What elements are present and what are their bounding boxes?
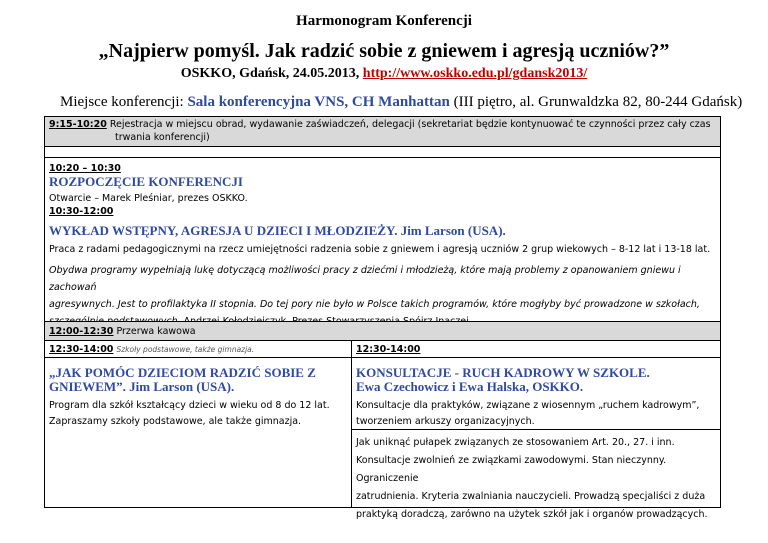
- right-session-p3: zatrudnienia. Kryteria zwalniania nauczycieli. Prowadzą specjaliści z duża: [356, 491, 706, 502]
- venue-line: [60, 94, 760, 111]
- registration-time: 9:15-10:20: [49, 119, 107, 130]
- right-session-desc-1: Konsultacje dla praktyków, związane z wiosennym „ruchem kadrowym”,: [356, 400, 700, 411]
- opening-desc: Otwarcie – Marek Pleśniar, prezes OSKKO.: [49, 193, 248, 204]
- left-session-time: 12:30-14:00: [49, 344, 114, 355]
- right-session-p4: praktyką doradczą, zarówno na użytek szkół jak i organów prowadzących.: [356, 509, 708, 520]
- opening-title: ROZPOCZĘCIE KONFERENCJI: [49, 174, 243, 189]
- right-session-title-1: KONSULTACJE - RUCH KADROWY W SZKOLE.: [356, 365, 650, 380]
- conference-title: „Najpierw pomyśl. Jak radzić sobie z gniewem i agresją uczniów?”: [98, 40, 670, 62]
- right-session-p1: Jak uniknąć pułapek związanych ze stosowaniem Art. 20., 27. i inn.: [356, 437, 675, 448]
- lecture-desc: Praca z radami pedagogicznymi na rzecz umiejętności radzenia sobie z gniewem i agresją uczniów 2 grup wiekowych – 8-12 lat i 13-18 lat.: [49, 244, 711, 255]
- right-session-body: [351, 357, 721, 429]
- registration-line-2: trwania konferencji): [115, 132, 210, 143]
- conference-subtitle: [0, 66, 768, 82]
- opening-time: 10:20 – 10:30: [49, 163, 121, 174]
- left-session-filler: [44, 429, 352, 508]
- right-session-header: [351, 340, 721, 358]
- lecture-time: 10:30-12:00: [49, 206, 114, 217]
- left-session-body: [44, 357, 352, 429]
- left-session-note: Szkoły podstawowe, także gimnazja.: [116, 345, 255, 354]
- break-time: 12:00-12:30: [49, 326, 114, 337]
- break-text: Przerwa kawowa: [113, 326, 196, 337]
- venue-name: Sala konferencyjna VNS, CH Manhattan: [187, 94, 450, 110]
- right-session-desc-2: tworzeniem arkuszy organizacyjnych.: [356, 416, 535, 427]
- lecture-italic-2: agresywnych. Jest to profilaktyka II stopnia. Do tej pory nie było w Polsce takich programów, które mogłyby być prowadzone w szkołach,: [49, 299, 700, 310]
- right-session-time: 12:30-14:00: [356, 344, 421, 355]
- left-session-header: [44, 340, 352, 358]
- conference-org-date: OSKKO, Gdańsk, 24.05.2013,: [180, 66, 363, 81]
- venue-address: (III piętro, al. Grunwaldzka 82, 80-244 Gdańsk): [449, 94, 743, 110]
- break-line: [49, 325, 716, 338]
- left-session-desc-1: Program dla szkół kształcący dzieci w wieku od 8 do 12 lat.: [49, 400, 330, 411]
- left-session-title-2: GNIEWEM”. Jim Larson (USA).: [49, 379, 235, 394]
- left-session-desc-2: Zapraszamy szkoły podstawowe, ale także gimnazja.: [49, 416, 302, 427]
- lecture-italic-1: Obydwa programy wypełniają lukę dotyczącą możliwości pracy z dziećmi i młodzieżą, które mają problemy z opanowaniem gniewu i zachowań: [49, 265, 681, 293]
- right-session-extra: [351, 429, 721, 520]
- right-session-p2: Konsultacje zwolnień ze związkami zawodowymi. Stan nieczynny. Ograniczenie: [356, 455, 667, 484]
- registration-text: Rejestracja w miejscu obrad, wydawanie zaświadczeń, delegacji (sekretariat będzie kontynuować te czynności przez cały czas: [106, 119, 711, 130]
- registration-line-1: [49, 118, 716, 131]
- right-session-title-2: Ewa Czechowicz i Ewa Halska, OSKKO.: [356, 379, 584, 394]
- left-session-title-1: „JAK POMÓC DZIECIOM RADZIĆ SOBIE Z: [49, 365, 316, 380]
- conference-link[interactable]: http://www.oskko.edu.pl/gdansk2013/: [362, 66, 588, 81]
- break-row: [44, 321, 721, 341]
- lecture-title: WYKŁAD WSTĘPNY, AGRESJA U DZIECI I MŁODZIEŻY. Jim Larson (USA).: [49, 223, 506, 238]
- document-title: Harmonogram Konferencji: [296, 13, 472, 29]
- registration-row: [44, 116, 721, 147]
- main-session-row: [44, 157, 721, 322]
- venue-label: Miejsce konferencji:: [60, 94, 188, 110]
